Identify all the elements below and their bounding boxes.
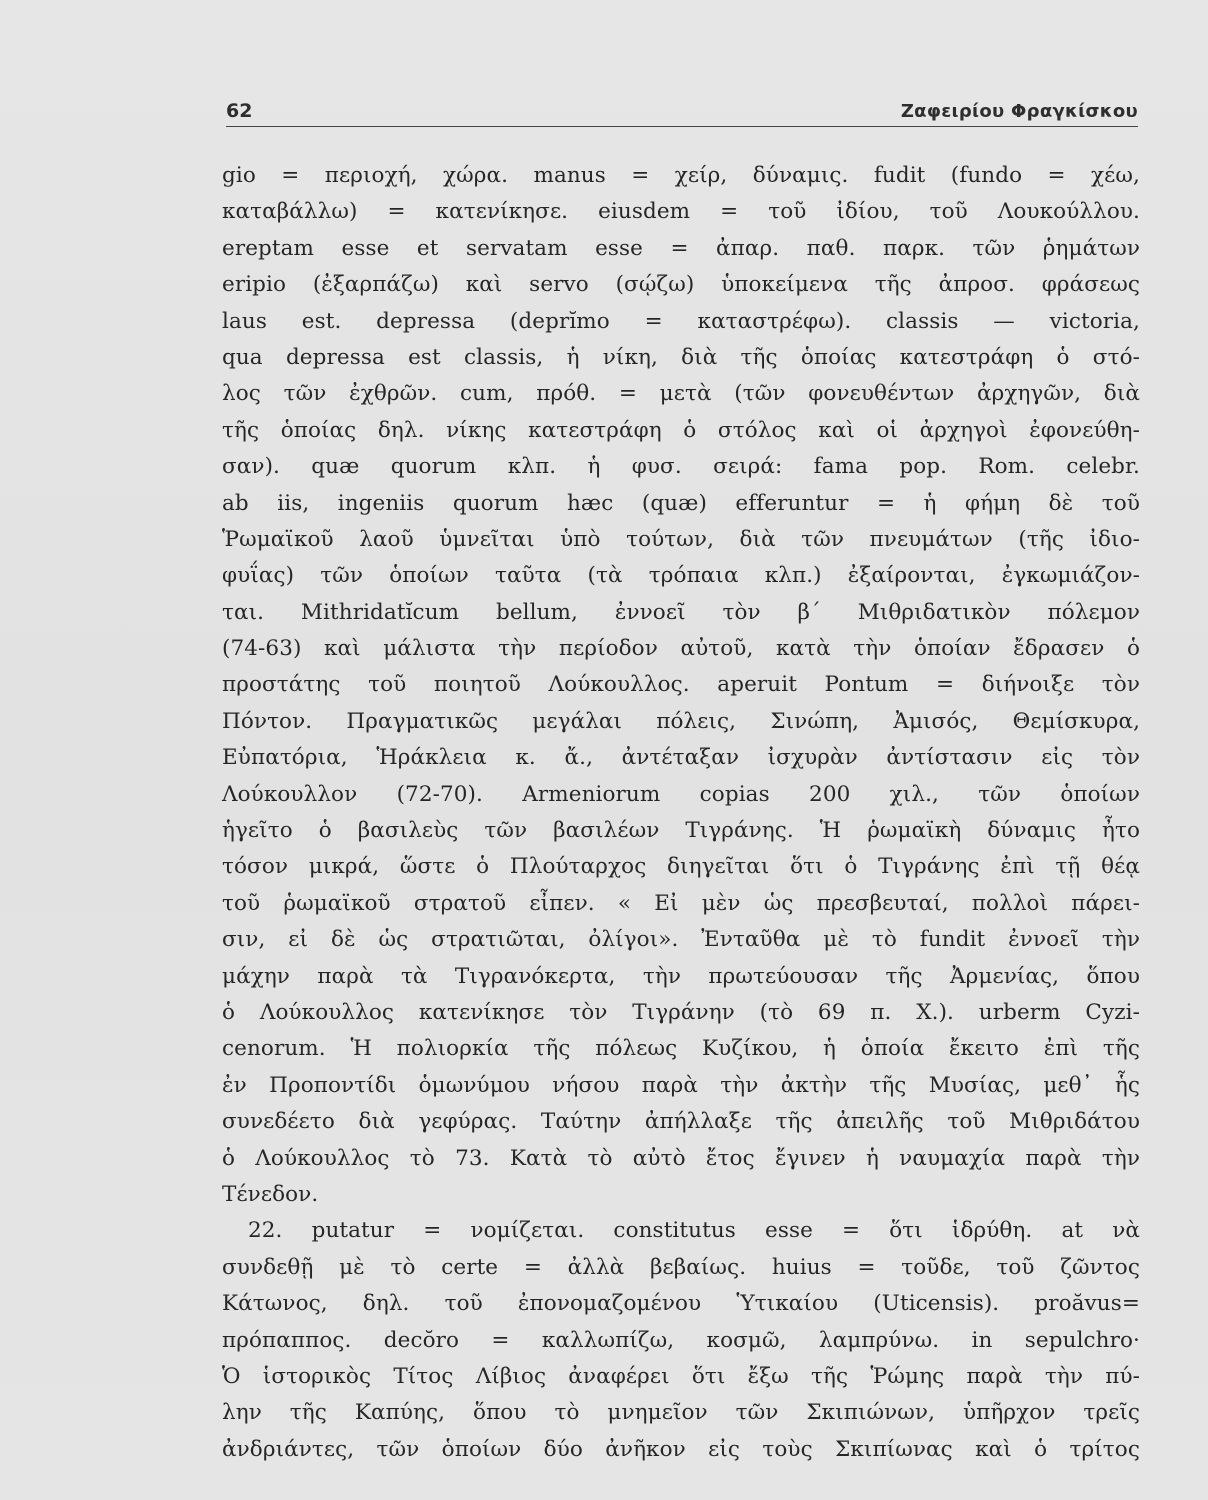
text-line: 22. putatur = νομίζεται. constitutus esse = ὅτι ἱδρύθη. at νὰ	[248, 1218, 1140, 1244]
text-line: λος τῶν ἐχθρῶν. cum, πρόθ. = μετὰ (τῶν φονευθέντων ἀρχηγῶν, διὰ	[222, 381, 1140, 407]
text-line: Λούκουλλον (72-70). Armeniorum copias 200 χιλ., τῶν ὁποίων	[222, 781, 1140, 807]
text-line: ται. Mithridatĭcum bellum, ἐννοεῖ τὸν β΄ Μιθριδατικὸν πόλεμον	[222, 599, 1140, 625]
text-line: ὁ Λούκουλλος τὸ 73. Κατὰ τὸ αὐτὸ ἔτος ἔγινεν ἡ ναυμαχία παρὰ τὴν	[222, 1145, 1140, 1171]
body-text	[222, 158, 1140, 1468]
text-line: laus est. depressa (deprĭmo = καταστρέφω). classis — victoria,	[222, 308, 1140, 334]
text-line: προστάτης τοῦ ποιητοῦ Λούκουλλος. aperuit Pontum = διήνοιξε τὸν	[222, 672, 1140, 698]
text-line: καταβάλλω) = κατενίκησε. eiusdem = τοῦ ἰδίου, τοῦ Λουκούλλου.	[222, 199, 1140, 225]
text-line: τῆς ὁποίας δηλ. νίκης κατεστράφη ὁ στόλος καὶ οἱ ἀρχηγοὶ ἐφονεύθη-	[222, 417, 1140, 443]
text-line: cenorum. Ἡ πολιορκία τῆς πόλεως Κυζίκου, ἡ ὁποία ἔκειτο ἐπὶ τῆς	[222, 1036, 1140, 1062]
text-line: ereptam esse et servatam esse = ἀπαρ. παθ. παρκ. τῶν ῥημάτων	[222, 235, 1140, 261]
text-line: φυΐας) τῶν ὁποίων ταῦτα (τὰ τρόπαια κλπ.) ἐξαίρονται, ἐγκωμιάζον-	[222, 563, 1140, 589]
running-head: Ζαφειρίου Φραγκίσκου	[900, 101, 1138, 122]
text-line: μάχην παρὰ τὰ Τιγρανόκερτα, τὴν πρωτεύουσαν τῆς Ἀρμενίας, ὅπου	[222, 963, 1140, 989]
text-line: συνδεθῇ μὲ τὸ certe = ἀλλὰ βεβαίως. huius = τοῦδε, τοῦ ζῶντος	[222, 1254, 1140, 1280]
text-line: Ὁ ἱστορικὸς Τίτος Λίβιος ἀναφέρει ὅτι ἔξω τῆς Ῥώμης παρὰ τὴν πύ-	[222, 1363, 1140, 1389]
text-line: τοῦ ῥωμαϊκοῦ στρατοῦ εἶπεν. « Εἰ μὲν ὡς πρεσβευταί, πολλοὶ πάρει-	[222, 890, 1140, 916]
text-line: λην τῆς Καπύης, ὅπου τὸ μνημεῖον τῶν Σκιπιώνων, ὑπῆρχον τρεῖς	[222, 1400, 1140, 1426]
text-line: ἀνδριάντες, τῶν ὁποίων δύο ἀνῆκον εἰς τοὺς Σκιπίωνας καὶ ὁ τρίτος	[222, 1436, 1140, 1462]
page-header	[226, 92, 1138, 127]
page-number: 62	[226, 100, 253, 122]
text-line: eripio (ἐξαρπάζω) καὶ servo (σῴζω) ὑποκείμενα τῆς ἀπροσ. φράσεως	[222, 272, 1140, 298]
text-line: gio = περιοχή, χώρα. manus = χείρ, δύναμις. fudit (fundo = χέω,	[222, 163, 1140, 188]
text-line: qua depressa est classis, ἡ νίκη, διὰ τῆς ὁποίας κατεστράφη ὁ στό-	[222, 344, 1140, 370]
text-line: Ῥωμαϊκοῦ λαοῦ ὑμνεῖται ὑπὸ τούτων, διὰ τῶν πνευμάτων (τῆς ἰδιο-	[222, 526, 1140, 552]
text-line: πρόπαππος. decŏro = καλλωπίζω, κοσμῶ, λαμπρύνω. in sepulchro·	[222, 1327, 1140, 1353]
text-line: ab iis, ingeniis quorum hæc (quæ) efferuntur = ἡ φήμη δὲ τοῦ	[222, 490, 1140, 516]
text-line: Τένεδον.	[222, 1181, 319, 1207]
text-line: σαν). quæ quorum κλπ. ἡ φυσ. σειρά: fama pop. Rom. celebr.	[222, 454, 1140, 480]
text-line: (74-63) καὶ μάλιστα τὴν περίοδον αὐτοῦ, κατὰ τὴν ὁποίαν ἔδρασεν ὁ	[222, 636, 1140, 662]
text-line: συνεδέετο διὰ γεφύρας. Ταύτην ἀπήλλαξε τῆς ἀπειλῆς τοῦ Μιθριδάτου	[222, 1109, 1140, 1135]
text-line: σιν, εἰ δὲ ὡς στρατιῶται, ὀλίγοι». Ἐνταῦθα μὲ τὸ fundit ἐννοεῖ τὴν	[222, 927, 1140, 953]
text-line: τόσον μικρά, ὥστε ὁ Πλούταρχος διηγεῖται ὅτι ὁ Τιγράνης ἐπὶ τῇ θέᾳ	[222, 854, 1140, 880]
text-line: ἐν Προποντίδι ὁμωνύμου νήσου παρὰ τὴν ἀκτὴν τῆς Μυσίας, μεθ᾽ ἧς	[222, 1072, 1140, 1098]
text-line: Εὐπατόρια, Ἡράκλεια κ. ἄ., ἀντέταξαν ἰσχυρὰν ἀντίστασιν εἰς τὸν	[222, 745, 1140, 771]
text-line: ὁ Λούκουλλος κατενίκησε τὸν Τιγράνην (τὸ 69 π. Χ.). urberm Cyzi-	[222, 999, 1140, 1025]
text-line: Πόντον. Πραγματικῶς μεγάλαι πόλεις, Σινώπη, Ἀμισός, Θεμίσκυρα,	[222, 708, 1140, 734]
text-line: Κάτωνος, δηλ. τοῦ ἐπονομαζομένου Ὑτικαίου (Uticensis). proăvus=	[222, 1291, 1140, 1317]
text-line: ἡγεῖτο ὁ βασιλεὺς τῶν βασιλέων Τιγράνης. Ἡ ῥωμαϊκὴ δύναμις ἦτο	[222, 818, 1140, 844]
